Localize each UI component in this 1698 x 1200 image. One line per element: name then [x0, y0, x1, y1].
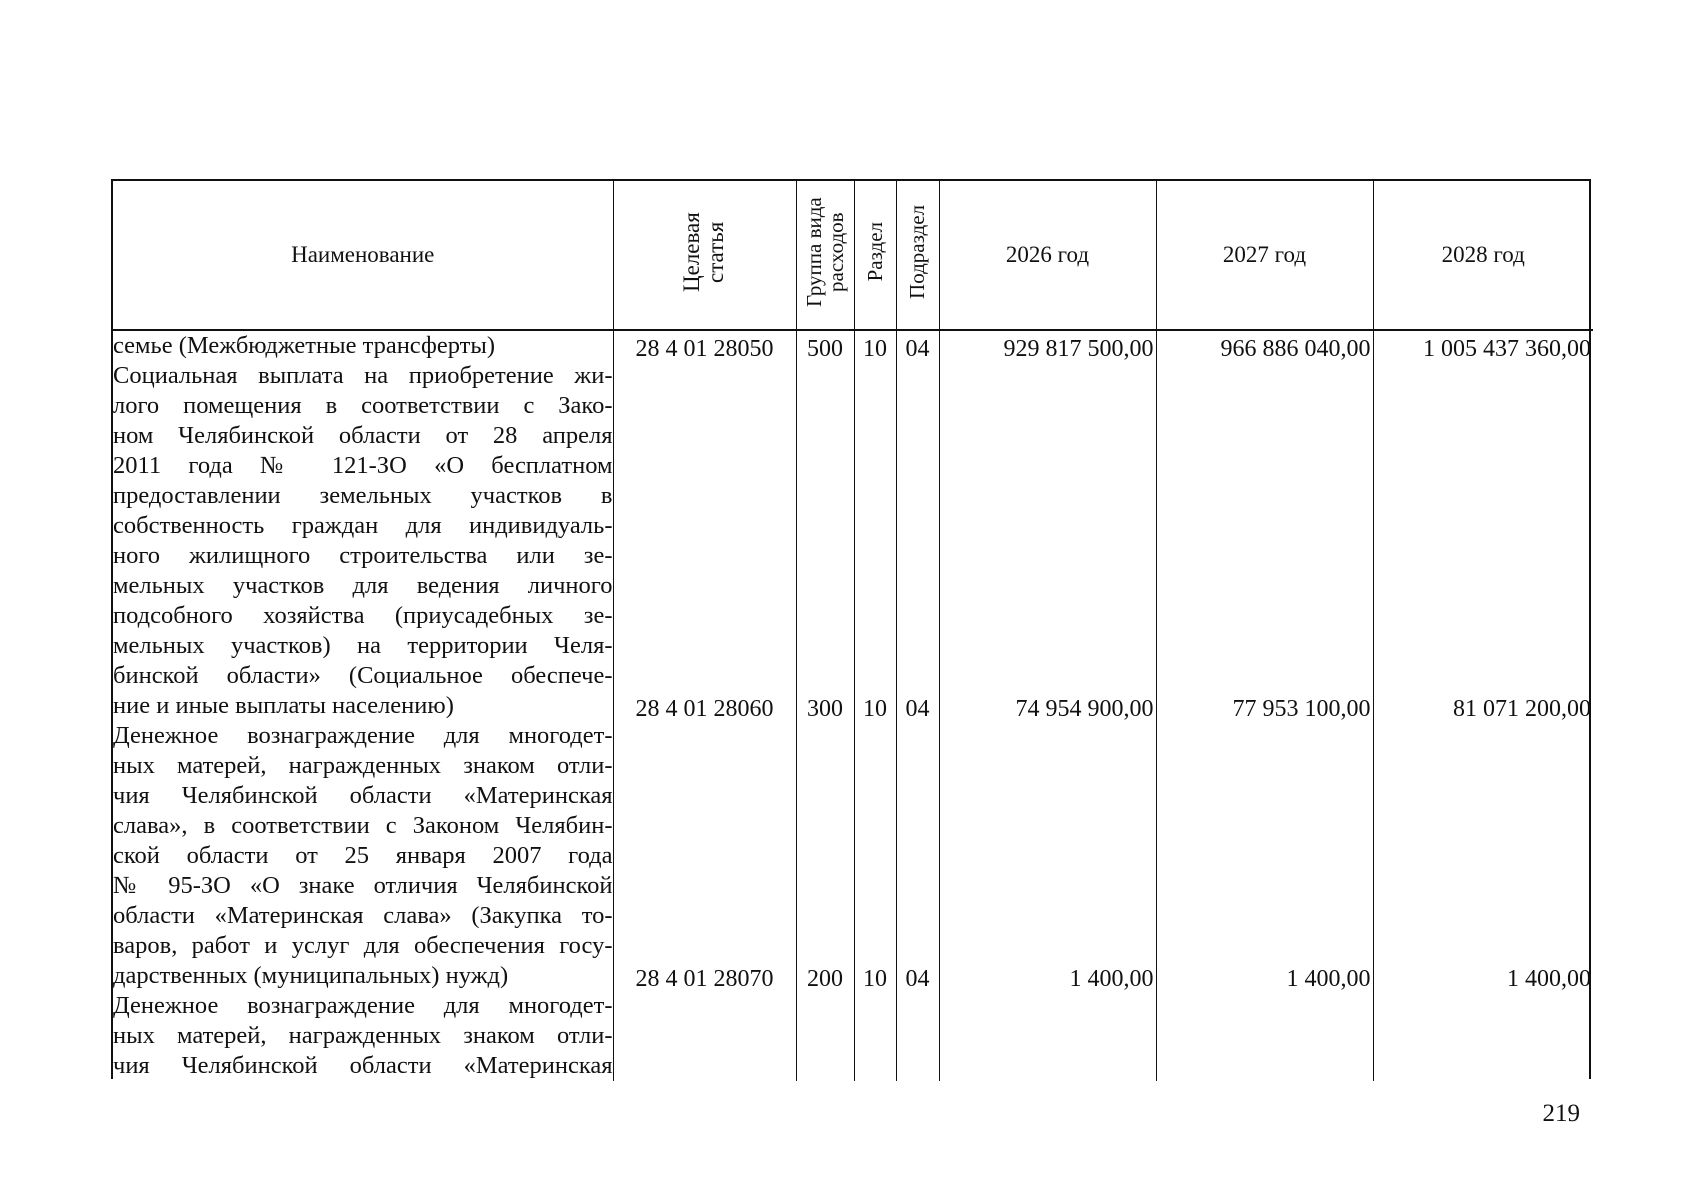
name-line: чия Челябинской области «Материнская: [113, 782, 613, 809]
value-y2027: 1 400,00: [1286, 966, 1371, 992]
header-year-2028: 2028 год: [1373, 181, 1593, 330]
cell-2027: [1156, 330, 1373, 1081]
name-line: ние и иные выплаты населению): [113, 692, 454, 719]
name-line: № 95-ЗО «О знаке отличия Челябинской: [113, 872, 613, 899]
name-line: ных матерей, награжденных знаком отли-: [113, 752, 613, 779]
value-code: 28 4 01 28060: [635, 696, 774, 722]
name-line: ном Челябинской области от 28 апреля: [113, 422, 613, 449]
name-line: варов, работ и услуг для обеспечения госу-: [113, 932, 613, 959]
value-y2026: 929 817 500,00: [1003, 336, 1154, 362]
cell-2026: [939, 330, 1156, 1081]
table-header-row: [113, 181, 1593, 330]
budget-table-container: [111, 179, 1591, 1079]
name-line: семье (Межбюджетные трансферты): [113, 332, 495, 359]
value-y2026: 74 954 900,00: [1015, 696, 1154, 722]
name-line: предоставлении земельных участков в: [113, 482, 613, 509]
value-section: 10: [863, 696, 887, 722]
name-line: Денежное вознаграждение для многодет-: [113, 992, 613, 1019]
page-number: 219: [1542, 1100, 1580, 1127]
name-line: лого помещения в соответствии с Зако-: [113, 392, 613, 419]
value-code: 28 4 01 28070: [635, 966, 774, 992]
name-line: подсобного хозяйства (приусадебных зе-: [113, 602, 613, 629]
name-line: чия Челябинской области «Материнская: [113, 1052, 613, 1079]
name-line: области «Материнская слава» (Закупка то-: [113, 902, 613, 929]
table-row: [113, 330, 1593, 1081]
value-y2028: 1 005 437 360,00: [1423, 336, 1591, 362]
name-line: слава», в соответствии с Законом Челябин-: [113, 812, 613, 839]
header-target-article: Целевая статья: [613, 181, 796, 330]
name-line: ных матерей, награжденных знаком отли-: [113, 1022, 613, 1049]
name-line: ской области от 25 января 2007 года: [113, 842, 613, 869]
name-text: [113, 331, 613, 1081]
header-name: Наименование: [113, 181, 613, 330]
header-year-2026: 2026 год: [939, 181, 1156, 330]
header-subsection: Подраздел: [896, 181, 939, 330]
cell-subsection: [896, 330, 939, 1081]
name-line: мельных участков для ведения личного: [113, 572, 613, 599]
name-line: дарственных (муниципальных) нужд): [113, 962, 509, 989]
name-line: бинской области» (Социальное обеспече-: [113, 662, 613, 689]
cell-section: [854, 330, 896, 1081]
name-line: Денежное вознаграждение для многодет-: [113, 722, 613, 749]
cell-code: [613, 330, 796, 1081]
value-y2027: 966 886 040,00: [1220, 336, 1371, 362]
name-line: Социальная выплата на приобретение жи-: [113, 362, 613, 389]
cell-group: [796, 330, 854, 1081]
header-year-2027: 2027 год: [1156, 181, 1373, 330]
name-line: собственность граждан для индивидуаль-: [113, 512, 613, 539]
value-y2027: 77 953 100,00: [1232, 696, 1371, 722]
name-line: ного жилищного строительства или зе-: [113, 542, 613, 569]
header-expense-group: Группа вида расходов: [796, 181, 854, 330]
value-group: 300: [807, 696, 843, 722]
value-group: 200: [807, 966, 843, 992]
value-y2026: 1 400,00: [1069, 966, 1154, 992]
value-y2028: 1 400,00: [1507, 966, 1591, 992]
name-line: 2011 года № 121-ЗО «О бесплатном: [113, 452, 613, 479]
value-subsection: 04: [905, 336, 930, 362]
cell-2028: [1373, 330, 1593, 1081]
cell-name: [113, 330, 613, 1081]
value-section: 10: [863, 336, 887, 362]
value-group: 500: [807, 336, 843, 362]
header-section: Раздел: [854, 181, 896, 330]
budget-table: [113, 181, 1593, 1081]
value-code: 28 4 01 28050: [635, 336, 774, 362]
value-subsection: 04: [905, 966, 930, 992]
value-subsection: 04: [905, 696, 930, 722]
value-y2028: 81 071 200,00: [1453, 696, 1591, 722]
name-line: мельных участков) на территории Челя-: [113, 632, 613, 659]
value-section: 10: [863, 966, 887, 992]
